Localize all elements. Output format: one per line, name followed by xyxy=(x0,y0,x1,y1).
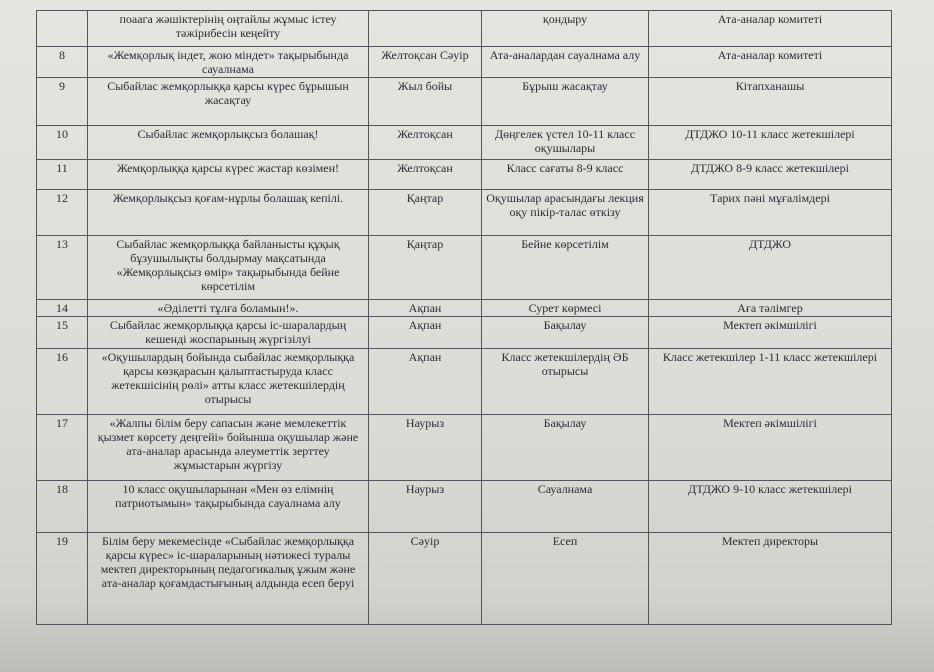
event-cell: «Жалпы білім беру сапасын және мемлекеттік қызмет көрсету деңгейі» бойынша оқушылар және ата-аналар арасында әлеуметтік зерттеу жұмыстарын жүргізу xyxy=(88,415,369,481)
term-cell: Сәуір xyxy=(369,533,482,625)
term-cell: Жыл бойы xyxy=(369,78,482,126)
responsible-cell: Тарих пәні мұғалімдері xyxy=(649,190,892,236)
table-row xyxy=(37,481,892,533)
term-cell: Желтоқсан Сәуір xyxy=(369,47,482,78)
form-cell: қондыру xyxy=(482,11,649,47)
row-number: 14 xyxy=(37,300,88,317)
term-cell: Наурыз xyxy=(369,415,482,481)
event-cell: «Әділетті тұлға боламын!». xyxy=(88,300,369,317)
table-row xyxy=(37,415,892,481)
row-number: 17 xyxy=(37,415,88,481)
table-row xyxy=(37,78,892,126)
form-cell: Класс сағаты 8-9 класс xyxy=(482,160,649,190)
form-cell: Сурет көрмесі xyxy=(482,300,649,317)
form-cell: Бақылау xyxy=(482,415,649,481)
row-number: 8 xyxy=(37,47,88,78)
anti-corruption-plan-table xyxy=(36,10,892,625)
term-cell: Ақпан xyxy=(369,349,482,415)
row-number: 9 xyxy=(37,78,88,126)
term-cell: Қаңтар xyxy=(369,190,482,236)
form-cell: Оқушылар арасындағы лекция оқу пікір-талас өткізу xyxy=(482,190,649,236)
term-cell: Наурыз xyxy=(369,481,482,533)
event-cell: 10 класс оқушыларынан «Мен өз елімнің патриотымын» тақырыбында сауалнама алу xyxy=(88,481,369,533)
term-cell: Қаңтар xyxy=(369,236,482,300)
form-cell: Сауалнама xyxy=(482,481,649,533)
event-cell: Сыбайлас жемқорлыққа қарсы іс-шаралардың кешенді жоспарының жүргізілуі xyxy=(88,317,369,349)
table-row xyxy=(37,190,892,236)
table-row xyxy=(37,349,892,415)
row-number: 12 xyxy=(37,190,88,236)
term-cell: Ақпан xyxy=(369,300,482,317)
table-row xyxy=(37,11,892,47)
event-cell: Сыбайлас жемқорлыққа қарсы күрес бұрышын жасақтау xyxy=(88,78,369,126)
responsible-cell: Ата-аналар комитеті xyxy=(649,11,892,47)
table-row xyxy=(37,160,892,190)
responsible-cell: Класс жетекшілер 1-11 класс жетекшілері xyxy=(649,349,892,415)
responsible-cell: ДТДЖО 10-11 класс жетекшілері xyxy=(649,126,892,160)
responsible-cell: Кітапханашы xyxy=(649,78,892,126)
row-number: 15 xyxy=(37,317,88,349)
table-row xyxy=(37,47,892,78)
responsible-cell: Ата-аналар комитеті xyxy=(649,47,892,78)
term-cell: Желтоқсан xyxy=(369,160,482,190)
form-cell: Бұрыш жасақтау xyxy=(482,78,649,126)
event-cell: «Оқушылардың бойында сыбайлас жемқорлыққа қарсы көзқарасын қалыптастыруда класс жетекшісінің рөлі» атты класс жетекшілердің отырысы xyxy=(88,349,369,415)
table-row xyxy=(37,126,892,160)
event-cell: поаага жәшіктерінің оңтайлы жұмыс істеу тәжірибесін кеңейту xyxy=(88,11,369,47)
event-cell: Жемқорлыққа қарсы күрес жастар көзімен! xyxy=(88,160,369,190)
form-cell: Есеп xyxy=(482,533,649,625)
table-row xyxy=(37,317,892,349)
responsible-cell: Мектеп әкімшілігі xyxy=(649,317,892,349)
table-row xyxy=(37,533,892,625)
form-cell: Ата-аналардан сауалнама алу xyxy=(482,47,649,78)
event-cell: Сыбайлас жемқорлықсыз болашақ! xyxy=(88,126,369,160)
responsible-cell: ДТДЖО 8-9 класс жетекшілері xyxy=(649,160,892,190)
responsible-cell: Аға тәлімгер xyxy=(649,300,892,317)
responsible-cell: Мектеп директоры xyxy=(649,533,892,625)
responsible-cell: ДТДЖО 9-10 класс жетекшілері xyxy=(649,481,892,533)
form-cell: Дөңгелек үстел 10-11 класс оқушылары xyxy=(482,126,649,160)
row-number xyxy=(37,11,88,47)
form-cell: Бейне көрсетілім xyxy=(482,236,649,300)
form-cell: Класс жетекшілердің ӘБ отырысы xyxy=(482,349,649,415)
table-row xyxy=(37,300,892,317)
responsible-cell: ДТДЖО xyxy=(649,236,892,300)
row-number: 13 xyxy=(37,236,88,300)
term-cell xyxy=(369,11,482,47)
event-cell: Сыбайлас жемқорлыққа байланысты құқық бұзушылықты болдырмау мақсатында «Жемқорлықсыз өмір» тақырыбында бейне көрсетілім xyxy=(88,236,369,300)
event-cell: Білім беру мекемесінде «Сыбайлас жемқорлыққа қарсы күрес» іс-шараларының нәтижесі туралы мектеп директорының педагогикалық ұжым және ата-аналар қоғамдастығының алдында есеп беруі xyxy=(88,533,369,625)
row-number: 16 xyxy=(37,349,88,415)
form-cell: Бақылау xyxy=(482,317,649,349)
responsible-cell: Мектеп әкімшілігі xyxy=(649,415,892,481)
term-cell: Желтоқсан xyxy=(369,126,482,160)
row-number: 10 xyxy=(37,126,88,160)
event-cell: «Жемқорлық індет, жою міндет» тақырыбында сауалнама xyxy=(88,47,369,78)
row-number: 18 xyxy=(37,481,88,533)
row-number: 11 xyxy=(37,160,88,190)
term-cell: Ақпан xyxy=(369,317,482,349)
row-number: 19 xyxy=(37,533,88,625)
table-row xyxy=(37,236,892,300)
event-cell: Жемқорлықсыз қоғам-нұрлы болашақ кепілі. xyxy=(88,190,369,236)
